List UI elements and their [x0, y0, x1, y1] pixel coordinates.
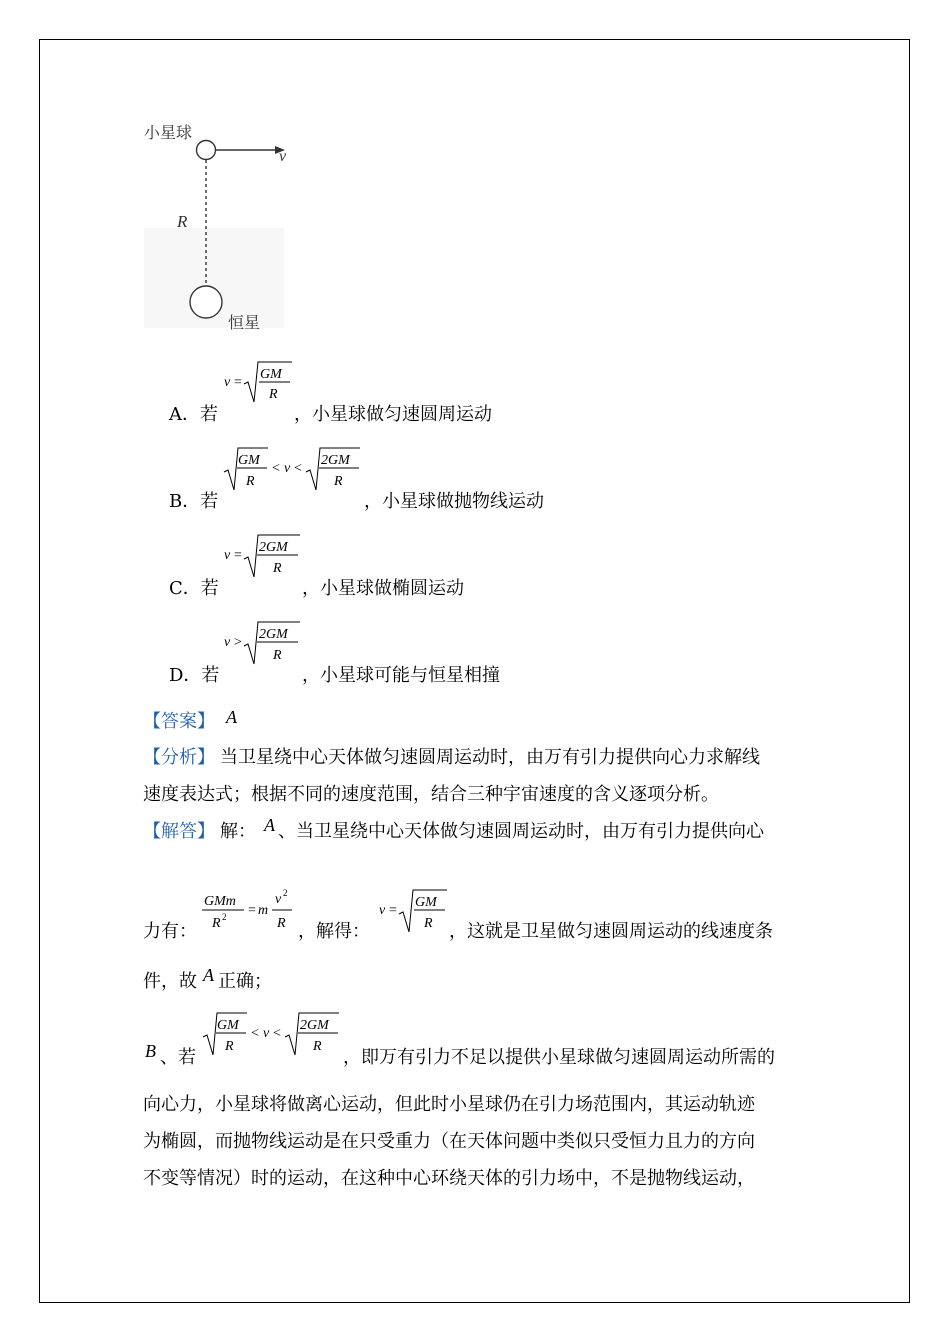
- formula-v-between-solution: [201, 1009, 343, 1057]
- svg-text:GM: GM: [238, 453, 260, 468]
- formula-v-eq-sqrt-2gm-r: [222, 531, 304, 579]
- planet-label: 小星球: [144, 123, 193, 142]
- solution-line-2c: ，这就是卫星做匀速圆周运动的线速度条: [449, 921, 773, 942]
- svg-text:<: <: [272, 461, 280, 476]
- answer-value: A: [226, 707, 237, 727]
- solution-line-4a: 、若: [160, 1047, 196, 1068]
- svg-text:=: =: [248, 903, 256, 918]
- svg-text:R: R: [269, 387, 278, 402]
- solution-letter-a-2: A: [203, 965, 214, 985]
- solution-letter-a: A: [264, 815, 275, 835]
- solution-line-7: 不变等情况）时的运动，在这种中心环绕天体的引力场中，不是抛物线运动，: [143, 1168, 755, 1189]
- svg-text:R: R: [277, 916, 286, 931]
- svg-text:v: v: [263, 1026, 270, 1041]
- svg-text:v: v: [224, 375, 231, 390]
- planet-circle: [197, 141, 216, 160]
- svg-text:=: =: [389, 903, 397, 918]
- svg-text:=: =: [234, 375, 242, 390]
- svg-text:<: <: [294, 461, 302, 476]
- svg-text:2GM: 2GM: [321, 453, 350, 468]
- star-label: 恒星: [228, 313, 261, 332]
- svg-text:R: R: [212, 916, 221, 931]
- svg-text:GMm: GMm: [204, 894, 236, 909]
- svg-text:2: 2: [222, 912, 227, 922]
- svg-text:R: R: [273, 648, 282, 663]
- velocity-label: v: [279, 148, 287, 165]
- svg-text:v: v: [379, 903, 386, 918]
- svg-text:m: m: [258, 903, 269, 918]
- formula-v-between: [222, 444, 364, 492]
- svg-text:2GM: 2GM: [259, 540, 288, 555]
- svg-text:=: =: [234, 548, 242, 563]
- svg-text:R: R: [225, 1039, 234, 1054]
- svg-text:2GM: 2GM: [300, 1018, 329, 1033]
- svg-text:GM: GM: [260, 367, 282, 382]
- svg-text:v: v: [284, 461, 291, 476]
- svg-text:R: R: [273, 561, 282, 576]
- svg-text:v: v: [224, 635, 231, 650]
- solution-letter-b: B: [145, 1041, 156, 1061]
- orbit-diagram: [140, 118, 300, 333]
- solution-line-3a: 件，故: [143, 971, 197, 992]
- svg-text:<: <: [251, 1026, 259, 1041]
- svg-text:R: R: [424, 916, 433, 931]
- svg-text:v: v: [224, 548, 231, 563]
- solution-tag: 【解答】: [143, 821, 215, 842]
- formula-gravity-equation: [198, 885, 298, 937]
- formula-v-gt-sqrt-2gm-r: [222, 618, 304, 666]
- formula-v-solution: [377, 886, 449, 934]
- svg-text:GM: GM: [217, 1018, 239, 1033]
- analysis-line-1: 当卫星绕中心天体做匀速圆周运动时，由万有引力提供向心力求解线: [220, 747, 760, 768]
- answer-tag: 【答案】: [143, 711, 215, 732]
- option-a-letter: A．若: [169, 404, 218, 425]
- solution-line-2b: ，解得：: [298, 921, 370, 942]
- svg-text:<: <: [273, 1026, 281, 1041]
- svg-text:R: R: [313, 1039, 322, 1054]
- svg-text:v: v: [275, 892, 282, 907]
- solution-line-5: 向心力，小星球将做离心运动，但此时小星球仍在引力场范围内，其运动轨迹: [143, 1094, 755, 1115]
- orbit-figure: [140, 118, 300, 333]
- radius-label: R: [177, 212, 188, 231]
- analysis-line-2: 速度表达式；根据不同的速度范围，结合三种宇宙速度的含义逐项分析。: [143, 784, 719, 805]
- option-c-text: ，小星球做椭圆运动: [302, 578, 464, 599]
- svg-text:GM: GM: [415, 895, 437, 910]
- svg-text:R: R: [246, 474, 255, 489]
- svg-text:R: R: [334, 474, 343, 489]
- svg-text:2GM: 2GM: [259, 627, 288, 642]
- solution-line-2a: 力有：: [143, 921, 197, 942]
- svg-text:2: 2: [283, 888, 288, 898]
- solution-prefix: 解：: [220, 821, 256, 842]
- option-b-text: ，小星球做抛物线运动: [364, 491, 544, 512]
- solution-line-3b: 正确；: [218, 971, 272, 992]
- solution-line-4b: ，即万有引力不足以提供小星球做匀速圆周运动所需的: [343, 1047, 775, 1068]
- solution-line-1: 、当卫星绕中心天体做匀速圆周运动时，由万有引力提供向心: [278, 821, 764, 842]
- analysis-tag: 【分析】: [143, 747, 215, 768]
- option-d-letter: D．若: [169, 665, 220, 686]
- option-a-text: ，小星球做匀速圆周运动: [294, 404, 492, 425]
- solution-line-6: 为椭圆，而抛物线运动是在只受重力（在天体问题中类似只受恒力且力的方向: [143, 1131, 755, 1152]
- option-b-letter: B．若: [169, 491, 219, 512]
- option-d-text: ，小星球可能与恒星相撞: [302, 665, 500, 686]
- option-c-letter: C．若: [169, 578, 219, 599]
- formula-v-eq-sqrt-gm-r: [222, 358, 294, 404]
- star-circle: [190, 286, 222, 318]
- svg-text:>: >: [234, 635, 242, 650]
